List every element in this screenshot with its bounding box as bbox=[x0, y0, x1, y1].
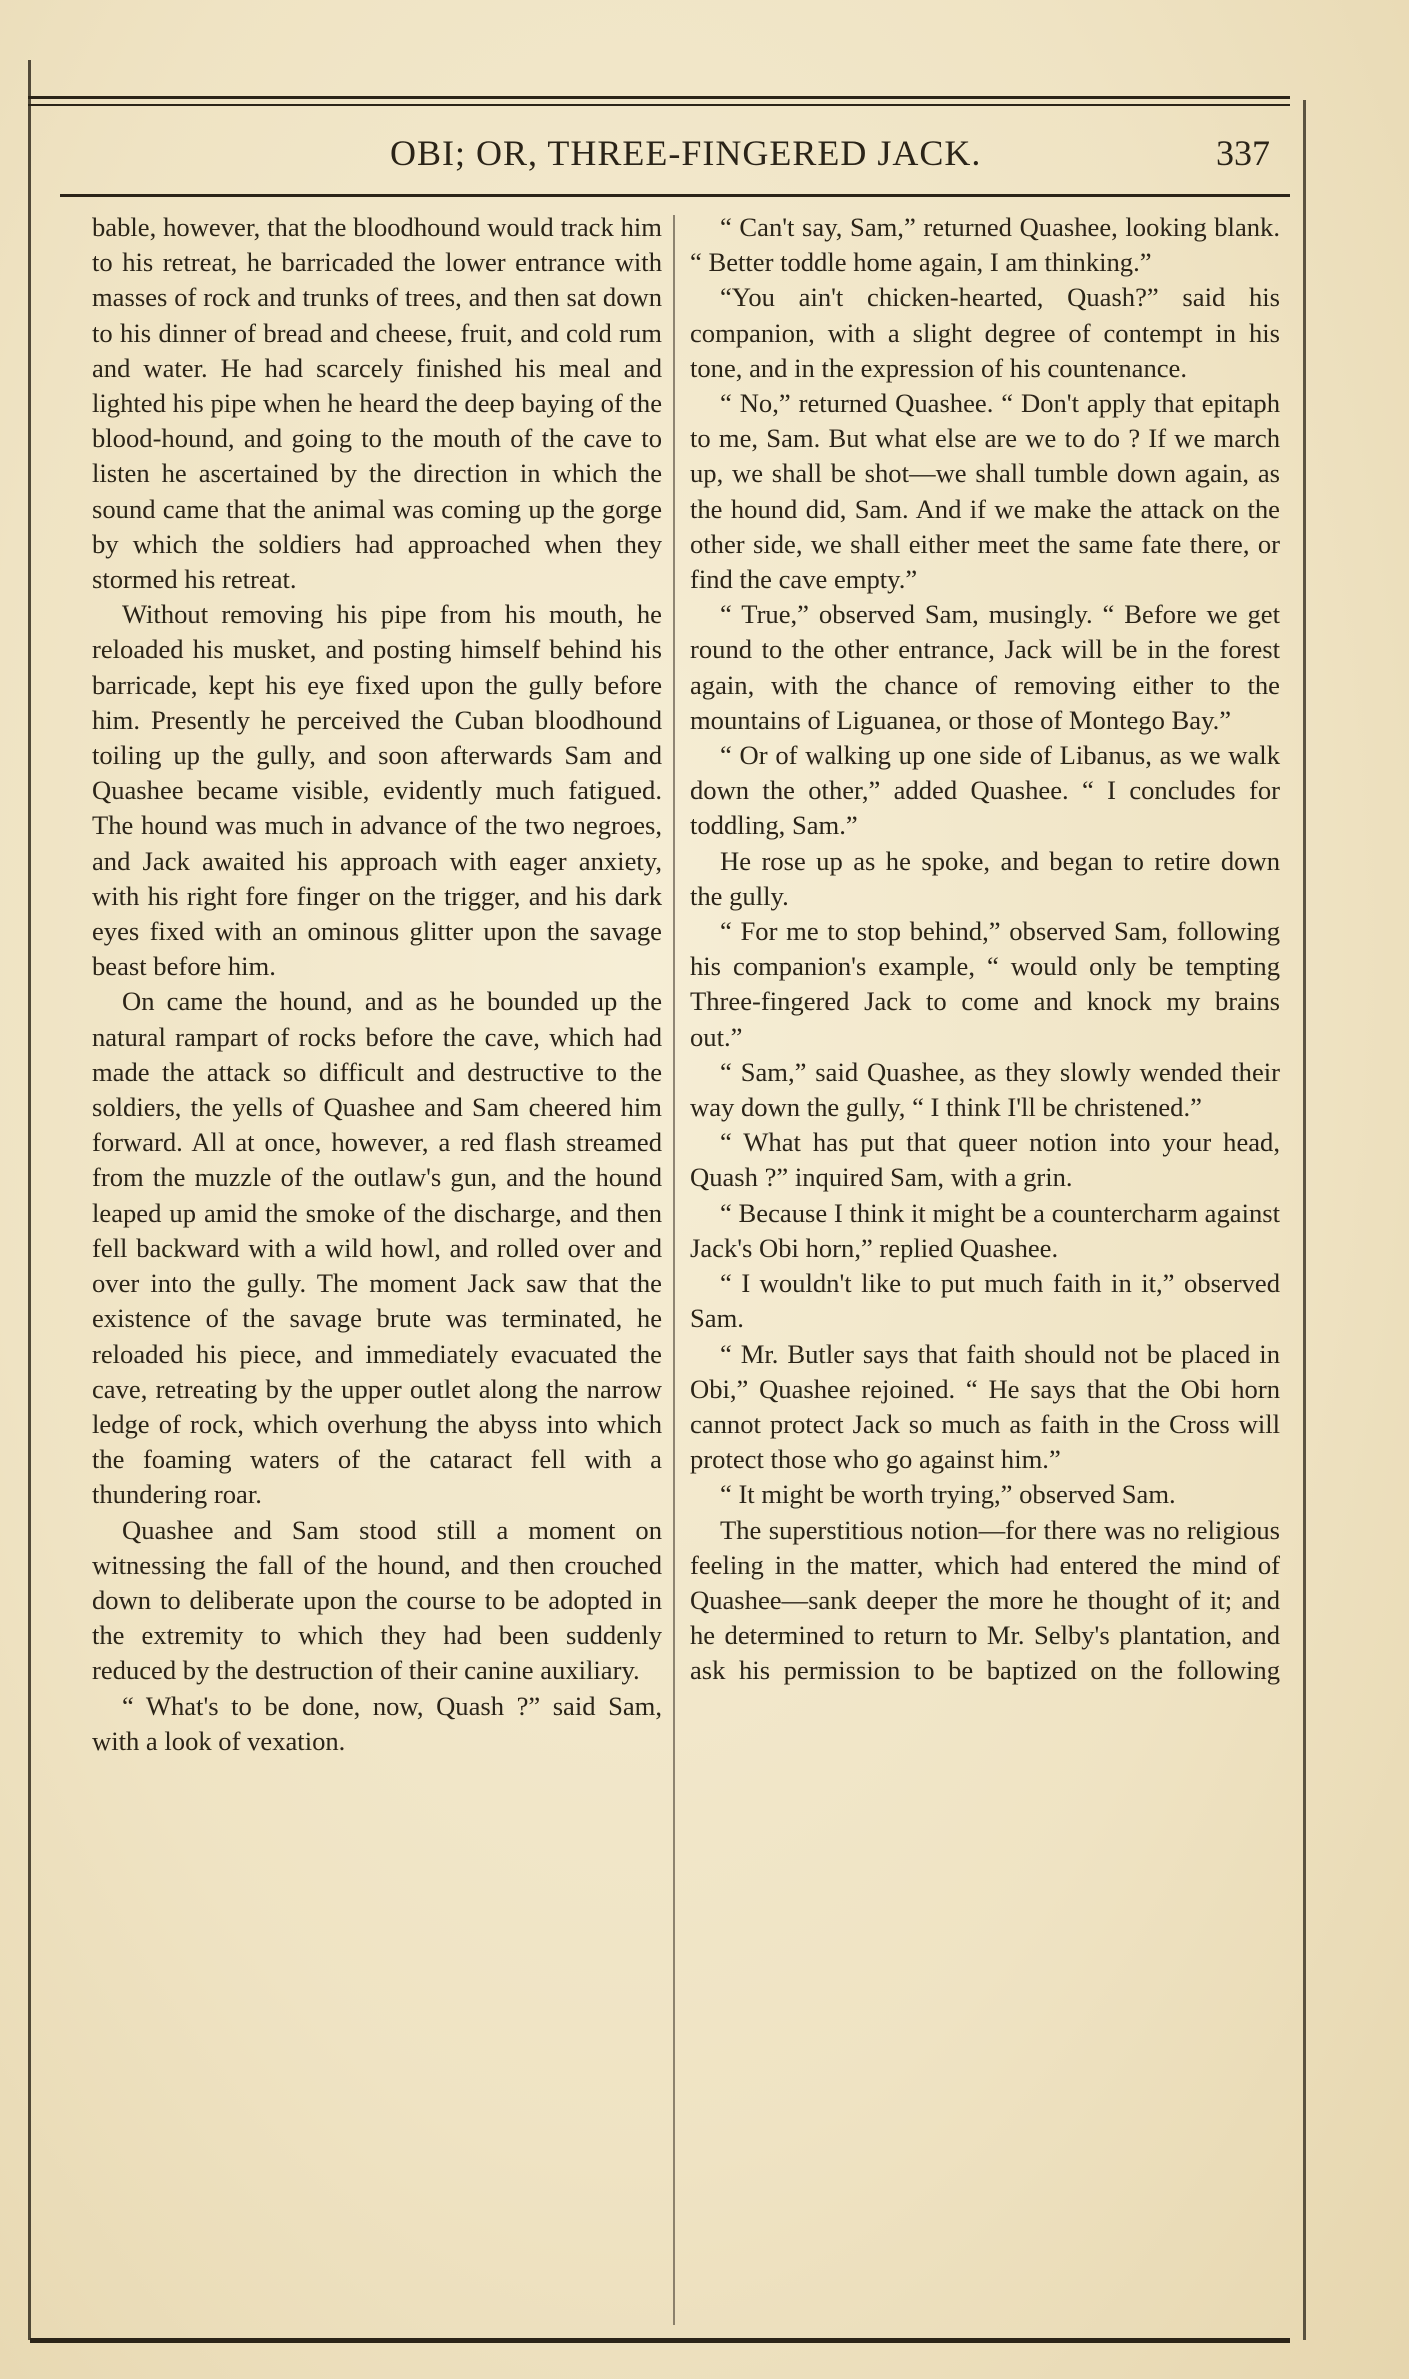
paragraph: On came the hound, and as he bounded up the natural rampart of rocks before the cave, which had made the attack so difficult and destructive to the soldiers, the yells of Quashee and Sam cheered him forward. All at once, however, a red flash streamed from the muzzle of the outlaw's gun, and the hound leaped up amid the smoke of the discharge, and then fell backward with a wild howl, and rolled over and over into the gully. The moment Jack saw that the existence of the savage brute was terminated, he reloaded his piece, and immediately evacuated the cave, retreating by the upper outlet along the narrow ledge of rock, which overhung the abyss into which the foaming waters of the cataract fell with a thundering roar. bbox=[92, 986, 662, 1510]
header-rule bbox=[60, 194, 1290, 197]
left-frame-line bbox=[28, 60, 31, 2340]
page-number: 337 bbox=[1216, 133, 1270, 173]
paragraph: “ What has put that queer notion into your head, Quash ?” inquired Sam, with a grin. bbox=[690, 1127, 1280, 1193]
paragraph: “You ain't chicken-hearted, Quash?” said his companion, with a slight degree of contempt in his tone, and in the expression of his countenance. bbox=[690, 282, 1280, 383]
top-double-rule-upper bbox=[28, 96, 1290, 99]
paragraph: He rose up as he spoke, and began to retire down the gully. bbox=[690, 845, 1280, 911]
paragraph: bable, however, that the bloodhound would track him to his retreat, he barricaded the lower entrance with masses of rock and trunks of trees, and then sat down to his dinner of bread and cheese, fruit, and cold rum and water. He had scarcely finished his meal and lighted his pipe when he heard the deep baying of the blood-hound, and going to the mouth of the cave to listen he ascertained by the direction in which the sound came that the animal was coming up the gorge by which the soldiers had approached when they stormed his retreat. bbox=[92, 212, 662, 595]
page-header bbox=[60, 128, 1270, 180]
paragraph: “ Because I think it might be a countercharm against Jack's Obi horn,” replied Quashee. bbox=[690, 1197, 1280, 1263]
paragraph: “ For me to stop behind,” observed Sam, following his companion's example, “ would only be tempting Three-fingered Jack to come and knock my brains out.” bbox=[690, 916, 1280, 1052]
paragraph: “ True,” observed Sam, musingly. “ Before we get round to the other entrance, Jack will be in the forest again, with the chance of removing either to the mountains of Liguanea, or those of Montego Bay.” bbox=[690, 599, 1280, 735]
column-divider bbox=[673, 215, 675, 2325]
bottom-rule bbox=[30, 2338, 1290, 2343]
paragraph: Quashee and Sam stood still a moment on witnessing the fall of the hound, and then crouched down to deliberate upon the course to be adopted in the extremity to which they had been suddenly reduced by the destruction of their canine auxiliary. bbox=[92, 1514, 662, 1686]
paragraph: Without removing his pipe from his mouth, he reloaded his musket, and posting himself behind his barricade, kept his eye fixed upon the gully before him. Presently he perceived the Cuban bloodhound toiling up the gully, and soon afterwards Sam and Quashee became visible, evidently much fatigued. The hound was much in advance of the two negroes, and Jack awaited his approach with eager anxiety, with his right fore finger on the trigger, and his dark eyes fixed with an ominous glitter upon the savage beast before him. bbox=[92, 599, 662, 982]
top-double-rule-lower bbox=[28, 104, 1290, 106]
paragraph: “ What's to be done, now, Quash ?” said Sam, with a look of vexation. bbox=[92, 1690, 662, 1756]
paragraph: “ Or of walking up one side of Libanus, as we walk down the other,” added Quashee. “ I concludes for toddling, Sam.” bbox=[690, 740, 1280, 841]
running-title: OBI; OR, THREE-FINGERED JACK. bbox=[390, 133, 982, 173]
paragraph: “ No,” returned Quashee. “ Don't apply that epitaph to me, Sam. But what else are we to do ? If we march up, we shall be shot—we shall tumble down again, as the hound did, Sam. And if we make the attack on the other side, we shall either meet the same fate there, or find the cave empty.” bbox=[690, 388, 1280, 595]
paragraph: “ I wouldn't like to put much faith in it,” observed Sam. bbox=[690, 1268, 1280, 1334]
left-column bbox=[92, 210, 662, 1759]
right-frame-line bbox=[1303, 100, 1306, 2340]
paragraph: The superstitious notion—for there was no religious feeling in the matter, which had entered the mind of Quashee—sank deeper the more he thought of it; and he determined to return to Mr. Selby's plantation, and ask his permission to be baptized on the following bbox=[690, 1514, 1280, 1686]
paragraph: “ Can't say, Sam,” returned Quashee, looking blank. “ Better toddle home again, I am thinking.” bbox=[690, 212, 1280, 278]
right-column bbox=[690, 210, 1280, 1689]
paragraph: “ Sam,” said Quashee, as they slowly wended their way down the gully, “ I think I'll be christened.” bbox=[690, 1056, 1280, 1123]
paragraph: “ Mr. Butler says that faith should not be placed in Obi,” Quashee rejoined. “ He says that the Obi horn cannot protect Jack so much as faith in the Cross will protect those who go against him.” bbox=[690, 1338, 1280, 1475]
paragraph: “ It might be worth trying,” observed Sam. bbox=[720, 1479, 1176, 1510]
